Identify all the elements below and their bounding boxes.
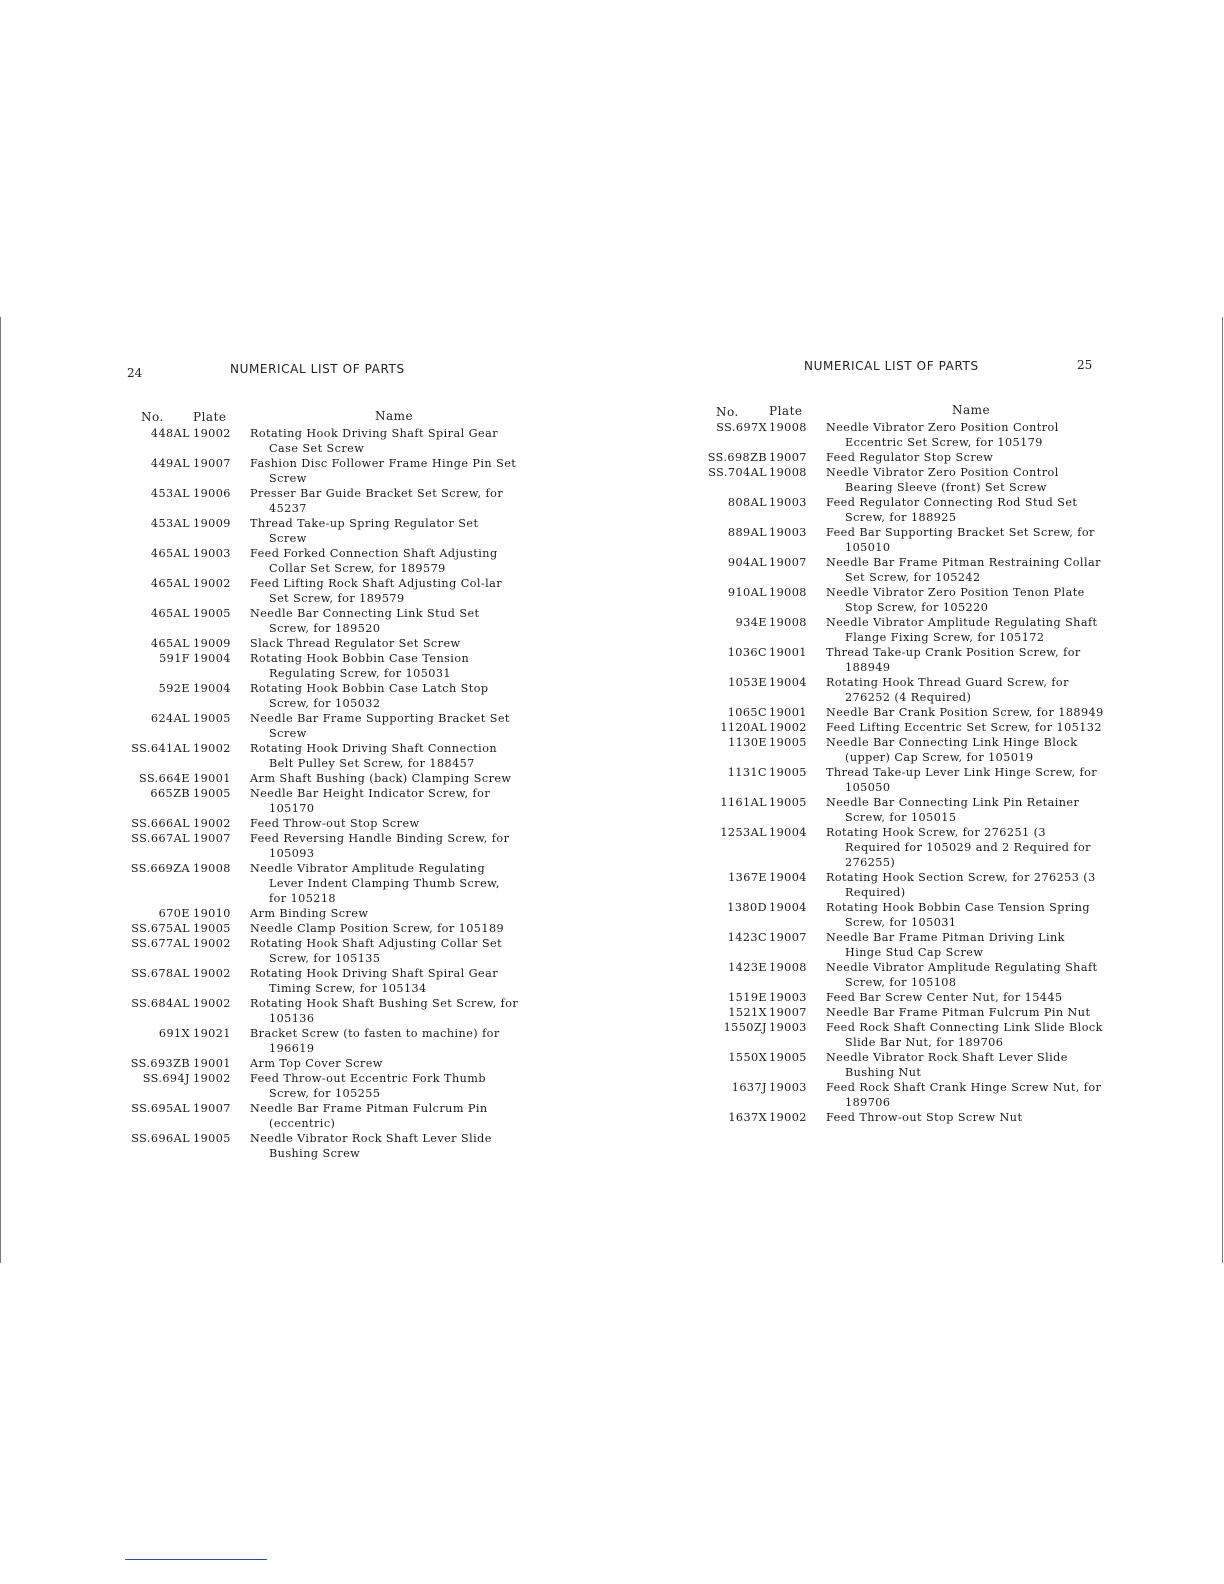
table-row xyxy=(612,645,1224,675)
plate-number: 19001 xyxy=(769,706,807,719)
part-number: SS.695AL xyxy=(131,1102,190,1115)
column-header-name: Name xyxy=(375,409,414,423)
part-number: SS.675AL xyxy=(131,922,190,935)
plate-number: 19008 xyxy=(193,862,231,875)
table-row xyxy=(0,936,612,966)
table-row xyxy=(0,921,612,936)
plate-number: 19004 xyxy=(769,676,807,689)
part-number: 465AL xyxy=(150,547,190,560)
part-name: Arm Top Cover Screw xyxy=(250,1057,383,1070)
table-row xyxy=(612,930,1224,960)
table-row xyxy=(612,825,1224,870)
part-name: Needle Vibrator Zero Position Control Bearing Sleeve (front) Set Screw xyxy=(826,466,1059,494)
table-row xyxy=(612,870,1224,900)
part-name: Thread Take-up Spring Regulator Set Screw xyxy=(250,517,479,545)
part-name: Slack Thread Regulator Set Screw xyxy=(250,637,461,650)
plate-number: 19007 xyxy=(193,832,231,845)
part-name: Feed Bar Screw Center Nut, for 15445 xyxy=(826,991,1063,1004)
table-row xyxy=(0,786,612,816)
part-number: 1380D xyxy=(727,901,767,914)
plate-number: 19003 xyxy=(769,496,807,509)
part-name: Needle Bar Frame Pitman Fulcrum Pin (eccentric) xyxy=(250,1102,488,1130)
footnote-rule xyxy=(125,1559,267,1560)
part-name: Feed Throw-out Stop Screw xyxy=(250,817,420,830)
table-row xyxy=(612,465,1224,495)
part-number: SS.667AL xyxy=(131,832,190,845)
part-name: Thread Take-up Lever Link Hinge Screw, for 105050 xyxy=(826,766,1098,794)
part-number: 1550X xyxy=(728,1051,767,1064)
part-number: 691X xyxy=(158,1027,190,1040)
plate-number: 19005 xyxy=(769,1051,807,1064)
plate-number: 19004 xyxy=(769,871,807,884)
table-row xyxy=(612,1080,1224,1110)
table-row xyxy=(0,1071,612,1101)
table-row xyxy=(0,1026,612,1056)
part-number: 453AL xyxy=(150,517,190,530)
column-header-plate: Plate xyxy=(193,410,227,424)
part-number: 1423C xyxy=(727,931,767,944)
part-number: SS.666AL xyxy=(131,817,190,830)
part-name: Needle Bar Connecting Link Stud Set Screw, for 189520 xyxy=(250,607,480,635)
page-number: 24 xyxy=(127,366,143,380)
plate-number: 19004 xyxy=(193,682,231,695)
parts-list xyxy=(0,426,612,1161)
table-row xyxy=(0,576,612,606)
plate-number: 19005 xyxy=(193,787,231,800)
plate-number: 19007 xyxy=(769,931,807,944)
part-name: Needle Vibrator Zero Position Tenon Plate Stop Screw, for 105220 xyxy=(826,586,1085,614)
table-row xyxy=(612,960,1224,990)
table-row xyxy=(0,831,612,861)
plate-number: 19002 xyxy=(193,967,231,980)
part-name: Thread Take-up Crank Position Screw, for 188949 xyxy=(826,646,1081,674)
part-number: 1423E xyxy=(728,961,767,974)
plate-number: 19003 xyxy=(193,547,231,560)
table-row xyxy=(612,675,1224,705)
column-header-name: Name xyxy=(952,403,991,417)
plate-number: 19002 xyxy=(193,742,231,755)
part-number: 1367E xyxy=(728,871,767,884)
part-name: Rotating Hook Driving Shaft Spiral Gear Case Set Screw xyxy=(250,427,499,455)
table-row xyxy=(612,900,1224,930)
part-number: SS.694J xyxy=(142,1072,190,1085)
table-row xyxy=(612,765,1224,795)
column-header-no: No. xyxy=(141,410,164,424)
part-number: 624AL xyxy=(150,712,190,725)
table-row xyxy=(612,555,1224,585)
plate-number: 19005 xyxy=(769,796,807,809)
plate-number: 19002 xyxy=(193,817,231,830)
table-row xyxy=(612,735,1224,765)
part-name: Rotating Hook Driving Shaft Spiral Gear Timing Screw, for 105134 xyxy=(250,967,499,995)
part-name: Feed Throw-out Stop Screw Nut xyxy=(826,1111,1023,1124)
plate-number: 19002 xyxy=(769,1111,807,1124)
column-header-plate: Plate xyxy=(769,404,803,418)
page-title: NUMERICAL LIST OF PARTS xyxy=(230,362,405,376)
table-row xyxy=(0,966,612,996)
part-name: Arm Binding Screw xyxy=(250,907,369,920)
part-name: Presser Bar Guide Bracket Set Screw, for 45237 xyxy=(250,487,504,515)
part-number: 904AL xyxy=(727,556,767,569)
part-number: SS.697X xyxy=(716,421,767,434)
part-name: Needle Clamp Position Screw, for 105189 xyxy=(250,922,505,935)
part-number: 465AL xyxy=(150,577,190,590)
plate-number: 19004 xyxy=(193,652,231,665)
part-name: Needle Bar Frame Pitman Fulcrum Pin Nut xyxy=(826,1006,1091,1019)
part-number: 448AL xyxy=(150,427,190,440)
part-number: 1637J xyxy=(731,1081,767,1094)
plate-number: 19005 xyxy=(193,1132,231,1145)
plate-number: 19009 xyxy=(193,637,231,650)
plate-number: 19009 xyxy=(193,517,231,530)
part-number: 1550ZJ xyxy=(723,1021,767,1034)
part-name: Rotating Hook Thread Guard Screw, for 276252 (4 Required) xyxy=(826,676,1069,704)
table-row xyxy=(612,1005,1224,1020)
plate-number: 19005 xyxy=(769,766,807,779)
table-row xyxy=(0,771,612,786)
table-row xyxy=(612,705,1224,720)
part-number: 1065C xyxy=(727,706,767,719)
part-number: SS.684AL xyxy=(131,997,190,1010)
table-row xyxy=(0,486,612,516)
plate-number: 19007 xyxy=(769,1006,807,1019)
part-name: Feed Regulator Stop Screw xyxy=(826,451,994,464)
table-row xyxy=(612,720,1224,735)
part-number: SS.698ZB xyxy=(707,451,767,464)
part-name: Needle Vibrator Amplitude Regulating Lever Indent Clamping Thumb Screw, for 105218 xyxy=(250,862,500,905)
part-name: Feed Throw-out Eccentric Fork Thumb Screw, for 105255 xyxy=(250,1072,486,1100)
plate-number: 19006 xyxy=(193,487,231,500)
part-name: Feed Regulator Connecting Rod Stud Set Screw, for 188925 xyxy=(826,496,1078,524)
plate-number: 19003 xyxy=(769,526,807,539)
table-row xyxy=(612,420,1224,450)
part-name: Needle Vibrator Rock Shaft Lever Slide Bushing Nut xyxy=(826,1051,1068,1079)
parts-list xyxy=(612,420,1224,1125)
plate-number: 19007 xyxy=(769,451,807,464)
plate-number: 19002 xyxy=(193,937,231,950)
part-number: SS.696AL xyxy=(131,1132,190,1145)
part-name: Fashion Disc Follower Frame Hinge Pin Set Screw xyxy=(250,457,517,485)
part-name: Rotating Hook Bobbin Case Tension Regulating Screw, for 105031 xyxy=(250,652,470,680)
part-name: Rotating Hook Section Screw, for 276253 (3 Required) xyxy=(826,871,1096,899)
part-number: 465AL xyxy=(150,637,190,650)
plate-number: 19002 xyxy=(193,997,231,1010)
table-row xyxy=(0,636,612,651)
table-row xyxy=(0,1101,612,1131)
plate-number: 19001 xyxy=(193,1057,231,1070)
part-name: Needle Bar Connecting Link Pin Retainer Screw, for 105015 xyxy=(826,796,1080,824)
part-name: Rotating Hook Shaft Bushing Set Screw, for 105136 xyxy=(250,997,519,1025)
part-name: Needle Bar Frame Supporting Bracket Set Screw xyxy=(250,712,510,740)
table-row xyxy=(0,1056,612,1071)
table-row xyxy=(612,795,1224,825)
plate-number: 19005 xyxy=(193,607,231,620)
column-header-no: No. xyxy=(716,405,739,419)
table-row xyxy=(612,990,1224,1005)
part-name: Rotating Hook Driving Shaft Connection Belt Pulley Set Screw, for 188457 xyxy=(250,742,498,770)
plate-number: 19008 xyxy=(769,421,807,434)
part-number: 449AL xyxy=(150,457,190,470)
part-name: Feed Lifting Rock Shaft Adjusting Col-lar Set Screw, for 189579 xyxy=(250,577,503,605)
table-row xyxy=(0,606,612,636)
part-number: 1519E xyxy=(728,991,767,1004)
part-number: 889AL xyxy=(727,526,767,539)
plate-number: 19008 xyxy=(769,616,807,629)
part-name: Needle Bar Crank Position Screw, for 188949 xyxy=(826,706,1104,719)
part-number: 934E xyxy=(735,616,767,629)
table-row xyxy=(612,1110,1224,1125)
part-name: Needle Bar Frame Pitman Driving Link Hinge Stud Cap Screw xyxy=(826,931,1065,959)
plate-number: 19002 xyxy=(193,1072,231,1085)
part-name: Needle Bar Frame Pitman Restraining Collar Set Screw, for 105242 xyxy=(826,556,1101,584)
table-row xyxy=(612,1020,1224,1050)
part-number: 1253AL xyxy=(720,826,767,839)
part-number: 910AL xyxy=(727,586,767,599)
table-row xyxy=(0,546,612,576)
part-name: Rotating Hook Screw, for 276251 (3 Required for 105029 and 2 Required for 276255) xyxy=(826,826,1091,869)
plate-number: 19007 xyxy=(193,1102,231,1115)
part-name: Needle Bar Height Indicator Screw, for 105170 xyxy=(250,787,491,815)
part-number: 591F xyxy=(159,652,190,665)
plate-number: 19002 xyxy=(769,721,807,734)
part-number: 1053E xyxy=(728,676,767,689)
plate-number: 19002 xyxy=(193,577,231,590)
plate-number: 19005 xyxy=(193,922,231,935)
part-number: SS.704AL xyxy=(708,466,767,479)
part-number: 1131C xyxy=(727,766,767,779)
plate-number: 19003 xyxy=(769,1081,807,1094)
table-row xyxy=(612,585,1224,615)
page-number: 25 xyxy=(1077,358,1093,372)
part-name: Arm Shaft Bushing (back) Clamping Screw xyxy=(250,772,512,785)
table-row xyxy=(612,525,1224,555)
part-number: 670E xyxy=(158,907,190,920)
plate-number: 19005 xyxy=(769,736,807,749)
part-name: Needle Vibrator Rock Shaft Lever Slide Bushing Screw xyxy=(250,1132,492,1160)
table-row xyxy=(612,1050,1224,1080)
part-name: Needle Vibrator Amplitude Regulating Shaft Flange Fixing Screw, for 105172 xyxy=(826,616,1098,644)
part-number: 465AL xyxy=(150,607,190,620)
plate-number: 19007 xyxy=(769,556,807,569)
part-number: SS.677AL xyxy=(131,937,190,950)
table-row xyxy=(0,741,612,771)
part-name: Needle Vibrator Amplitude Regulating Shaft Screw, for 105108 xyxy=(826,961,1098,989)
table-row xyxy=(612,495,1224,525)
part-name: Needle Vibrator Zero Position Control Eccentric Set Screw, for 105179 xyxy=(826,421,1059,449)
plate-number: 19001 xyxy=(769,646,807,659)
table-row xyxy=(0,516,612,546)
table-row xyxy=(0,711,612,741)
plate-number: 19008 xyxy=(769,466,807,479)
part-name: Bracket Screw (to fasten to machine) for 196619 xyxy=(250,1027,500,1055)
part-name: Feed Reversing Handle Binding Screw, for 105093 xyxy=(250,832,510,860)
plate-number: 19007 xyxy=(193,457,231,470)
part-name: Feed Bar Supporting Bracket Set Screw, for 105010 xyxy=(826,526,1095,554)
part-name: Feed Forked Connection Shaft Adjusting Collar Set Screw, for 189579 xyxy=(250,547,498,575)
table-row xyxy=(0,906,612,921)
part-number: 1120AL xyxy=(720,721,767,734)
part-number: SS.678AL xyxy=(131,967,190,980)
plate-number: 19003 xyxy=(769,1021,807,1034)
table-row xyxy=(0,816,612,831)
plate-number: 19004 xyxy=(769,826,807,839)
part-number: 453AL xyxy=(150,487,190,500)
plate-number: 19010 xyxy=(193,907,231,920)
table-row xyxy=(0,681,612,711)
part-number: 1036C xyxy=(727,646,767,659)
plate-number: 19021 xyxy=(193,1027,231,1040)
part-name: Needle Bar Connecting Link Hinge Block (upper) Cap Screw, for 105019 xyxy=(826,736,1078,764)
plate-number: 19002 xyxy=(193,427,231,440)
part-number: 1637X xyxy=(728,1111,767,1124)
plate-number: 19003 xyxy=(769,991,807,1004)
part-number: SS.693ZB xyxy=(130,1057,190,1070)
part-name: Rotating Hook Shaft Adjusting Collar Set Screw, for 105135 xyxy=(250,937,503,965)
part-number: SS.664E xyxy=(139,772,190,785)
table-row xyxy=(612,615,1224,645)
plate-number: 19001 xyxy=(193,772,231,785)
part-number: SS.641AL xyxy=(131,742,190,755)
part-number: 592E xyxy=(158,682,190,695)
table-row xyxy=(0,996,612,1026)
part-number: 1521X xyxy=(728,1006,767,1019)
part-number: SS.669ZA xyxy=(130,862,190,875)
part-number: 665ZB xyxy=(150,787,190,800)
plate-number: 19008 xyxy=(769,586,807,599)
table-row xyxy=(0,1131,612,1161)
table-row xyxy=(0,426,612,456)
plate-number: 19005 xyxy=(193,712,231,725)
table-row xyxy=(612,450,1224,465)
table-row xyxy=(0,456,612,486)
page-title: NUMERICAL LIST OF PARTS xyxy=(804,359,979,373)
plate-number: 19004 xyxy=(769,901,807,914)
part-number: 1130E xyxy=(728,736,767,749)
part-number: 808AL xyxy=(727,496,767,509)
table-row xyxy=(0,861,612,906)
part-name: Rotating Hook Bobbin Case Tension Spring Screw, for 105031 xyxy=(826,901,1091,929)
part-number: 1161AL xyxy=(720,796,767,809)
part-name: Feed Lifting Eccentric Set Screw, for 105132 xyxy=(826,721,1102,734)
plate-number: 19008 xyxy=(769,961,807,974)
part-name: Feed Rock Shaft Connecting Link Slide Block Slide Bar Nut, for 189706 xyxy=(826,1021,1103,1049)
table-row xyxy=(0,651,612,681)
part-name: Feed Rock Shaft Crank Hinge Screw Nut, for 189706 xyxy=(826,1081,1102,1109)
part-name: Rotating Hook Bobbin Case Latch Stop Screw, for 105032 xyxy=(250,682,489,710)
